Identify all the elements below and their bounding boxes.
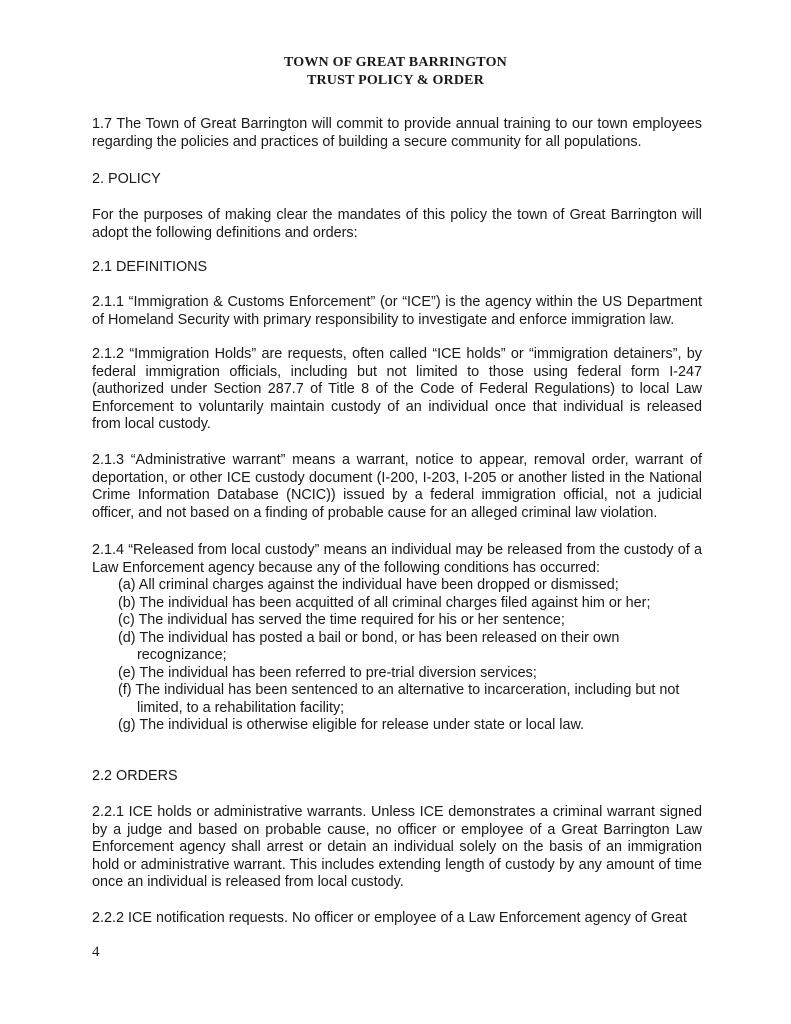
paragraph-policy-intro: For the purposes of making clear the mandates of this policy the town of Great Barrington will adopt the following definitions and orders:: [92, 207, 702, 241]
definition-2-1-3: 2.1.3 “Administrative warrant” means a warrant, notice to appear, removal order, warrant of deportation, or other ICE custody document (I-200, I-203, I-205 or another listed in the National Crime Information Database (NCIC)) issued by a federal immigration official, not a judicial officer, and not based on a finding of probable cause for an alleged criminal law violation.: [92, 452, 702, 521]
order-2-2-2: 2.2.2 ICE notification requests. No officer or employee of a Law Enforcement agency of Great: [92, 910, 687, 926]
header-document-title: TRUST POLICY & ORDER: [306, 73, 485, 88]
section-heading-orders: 2.2 ORDERS: [92, 768, 178, 784]
list-item: (a) All criminal charges against the individual have been dropped or dismissed;: [118, 577, 619, 593]
list-item: (d) The individual has posted a bail or bond, or has been released on their own recognizance;: [118, 629, 620, 663]
definition-2-1-4: 2.1.4 “Released from local custody” means an individual may be released from the custody of a Law Enforcement agency because any of the following conditions has occurred:: [92, 542, 702, 576]
release-conditions-list: [118, 577, 708, 735]
paragraph-1-7: 1.7 The Town of Great Barrington will commit to provide annual training to our town employees regarding the policies and practices of building a secure community for all populations.: [92, 116, 702, 150]
section-heading-definitions: 2.1 DEFINITIONS: [92, 259, 208, 275]
list-item: (g) The individual is otherwise eligible for release under state or local law.: [118, 717, 585, 733]
definition-2-1-2: 2.1.2 “Immigration Holds” are requests, often called “ICE holds” or “immigration detainers”, by federal immigration officials, including but not limited to those using federal form I-247 (authorized under Section 287.7 of Title 8 of the Code of Federal Regulations) to local Law Enforcement to voluntarily maintain custody of an individual once that individual is released from local custody.: [92, 346, 702, 432]
page-number: 4: [92, 944, 100, 960]
section-heading-policy: 2. POLICY: [92, 171, 161, 187]
list-item: (b) The individual has been acquitted of all criminal charges filed against him or her;: [118, 594, 651, 611]
list-item: (f) The individual has been sentenced to an alternative to incarceration, including but not limited, to a rehabilitation facility;: [118, 682, 680, 716]
header-town-name: TOWN OF GREAT BARRINGTON: [283, 55, 507, 70]
document-header: [0, 54, 791, 90]
order-2-2-1: 2.2.1 ICE holds or administrative warrants. Unless ICE demonstrates a criminal warrant signed by a judge and based on probable cause, no officer or employee of a Great Barrington Law Enforcement agency shall arrest or detain an individual solely on the basis of an immigration hold or administrative warrant. This includes extending length of custody by any amount of time once an individual is released from local custody.: [92, 804, 702, 890]
list-item: (c) The individual has served the time required for his or her sentence;: [118, 612, 565, 628]
definition-2-1-1: 2.1.1 “Immigration & Customs Enforcement” (or “ICE”) is the agency within the US Department of Homeland Security with primary responsibility to investigate and enforce immigration law.: [92, 294, 702, 328]
list-item: (e) The individual has been referred to pre-trial diversion services;: [118, 664, 537, 681]
